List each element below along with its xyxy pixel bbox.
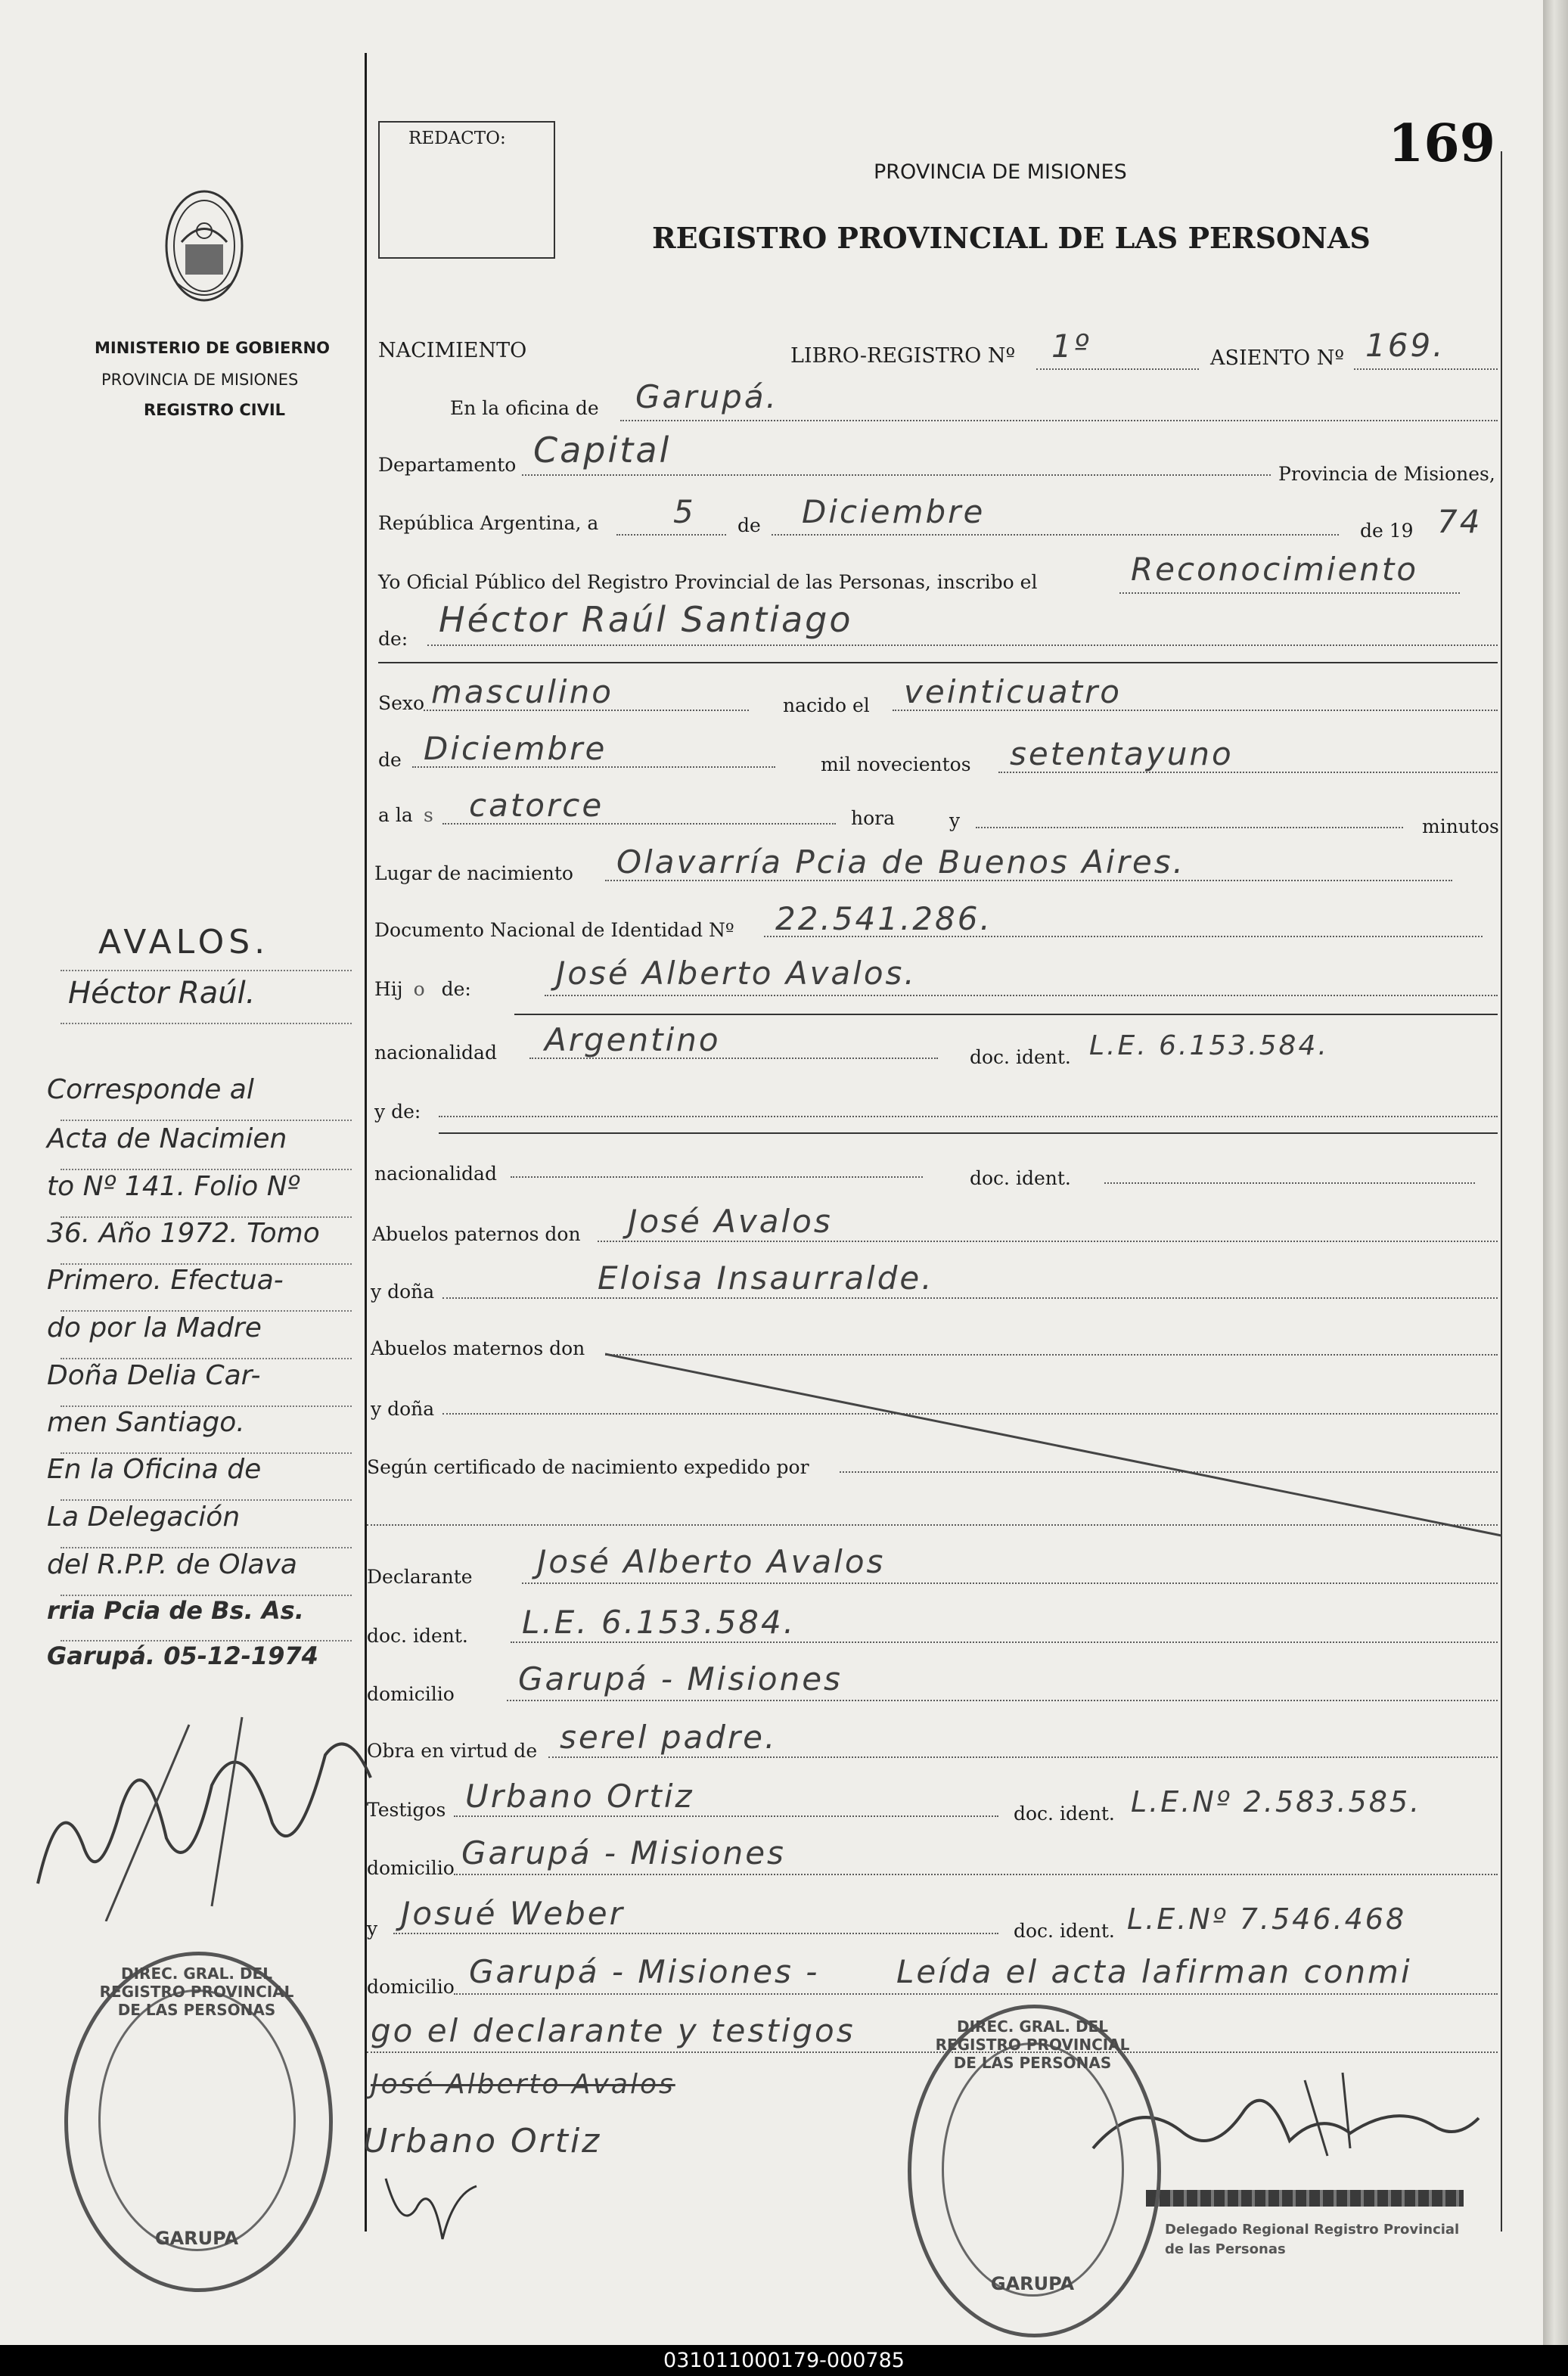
margin-note-line-7: Doña Delia Car-: [47, 1360, 261, 1391]
domicilio-label: domicilio: [367, 1683, 455, 1705]
left-registry-stamp: [64, 1952, 333, 2292]
leida-value: Leída el acta lafirman conmi: [896, 1953, 1412, 1990]
right-stamp-center: GARUPA: [990, 2273, 1075, 2294]
asiento-label: ASIENTO Nº: [1210, 346, 1345, 370]
abuelo-pat-value: José Avalos: [628, 1203, 833, 1240]
testigo1-value: Urbano Ortiz: [465, 1778, 694, 1815]
hijo-text: Hij: [374, 978, 403, 1000]
domicilio3-label: domicilio: [367, 1976, 455, 1998]
margin-signature: [15, 1694, 378, 1921]
hora-value: catorce: [469, 787, 604, 824]
folio-number: 169: [1388, 113, 1495, 174]
departamento-value: Capital: [533, 430, 672, 471]
ala-label: a la: [378, 804, 413, 826]
nacido-value: veinticuatro: [904, 673, 1122, 710]
sexo-value: masculino: [431, 673, 613, 710]
anio-value: 74: [1437, 503, 1483, 540]
republica-label: República Argentina, a: [378, 512, 599, 534]
asiento-value: 169.: [1365, 327, 1445, 364]
civil-registry: REGISTRO CIVIL: [144, 401, 286, 419]
margin-note-line-6: do por la Madre: [47, 1312, 262, 1343]
right-border-line: [1501, 151, 1502, 2232]
declarante-doc: L.E. 6.153.584.: [522, 1604, 796, 1641]
coat-of-arms-seal: [163, 185, 246, 314]
cancel-strike-line: [605, 1346, 1505, 1543]
margin-note-line-11: del R.P.P. de Olava: [47, 1549, 297, 1580]
nacido-label: nacido el: [783, 694, 870, 716]
oficina-label: En la oficina de: [450, 397, 599, 419]
obra-label: Obra en virtud de: [367, 1740, 538, 1762]
lugar-value: Olavarría Pcia de Buenos Aires.: [616, 843, 1185, 881]
margin-note-line-12: rria Pcia de Bs. As.: [47, 1596, 304, 1625]
doc-ident4-label: doc. ident.: [1014, 1803, 1115, 1825]
firma-declarante: José Alberto Avalos: [371, 2069, 675, 2100]
left-stamp-center: GARUPA: [154, 2228, 239, 2249]
ministry-province: PROVINCIA DE MISIONES: [101, 371, 299, 389]
margin-note-line-1: Corresponde al: [47, 1074, 254, 1105]
mes-value: Diciembre: [802, 493, 986, 530]
departamento-label: Departamento: [378, 454, 517, 476]
margin-given: Héctor Raúl.: [68, 976, 256, 1011]
oficina-value: Garupá.: [635, 378, 778, 415]
margin-surname: AVALOS.: [98, 923, 270, 961]
testigo2-value: Josué Weber: [401, 1895, 625, 1932]
ministry-title: MINISTERIO DE GOBIERNO: [95, 339, 330, 357]
inscribo-value: Reconocimiento: [1131, 551, 1419, 588]
doc-ident3-label: doc. ident.: [367, 1625, 468, 1647]
dia-value: 5: [673, 493, 696, 530]
y-de-label: y de:: [374, 1101, 421, 1123]
domicilio-value: Garupá - Misiones: [518, 1660, 843, 1697]
obra-value: serel padre.: [560, 1719, 778, 1756]
dni-label: Documento Nacional de Identidad Nº: [374, 919, 734, 941]
margin-note-line-10: La Delegación: [47, 1502, 241, 1533]
horas-label: hora: [851, 807, 896, 829]
testigo1-doc: L.E.Nº 2.583.585.: [1131, 1785, 1422, 1818]
nacionalidad-value: Argentino: [545, 1021, 721, 1058]
de19-label: de 19: [1360, 520, 1414, 542]
y-label: y: [949, 809, 961, 831]
de-colon-label: de:: [378, 628, 408, 650]
y-dona2-label: y doña: [371, 1398, 435, 1420]
testigo1-dom: Garupá - Misiones: [461, 1834, 786, 1871]
oficial-label: Yo Oficial Público del Registro Provincial de las Personas, inscribo el: [378, 571, 1038, 593]
abuela-pat-value: Eloisa Insaurralde.: [598, 1259, 934, 1297]
doc-ident2-label: doc. ident.: [970, 1167, 1071, 1189]
left-stamp-text: DIREC. GRAL. DEL REGISTRO PROVINCIAL DE LAS PERSONAS: [99, 1964, 294, 2019]
margin-note-line-5: Primero. Efectua-: [47, 1265, 284, 1296]
margin-note-line-2: Acta de Nacimien: [47, 1123, 287, 1154]
nacionalidad-label: nacionalidad: [374, 1042, 497, 1064]
margin-note-line-9: En la Oficina de: [47, 1454, 262, 1485]
nacionalidad2-label: nacionalidad: [374, 1163, 497, 1185]
mil-label: mil novecientos: [821, 753, 971, 775]
redacto-box: [378, 121, 555, 259]
provincia-label: Provincia de Misiones,: [1278, 463, 1495, 485]
firma-testigo: Urbano Ortiz: [363, 2122, 602, 2160]
de-label: de: [737, 514, 761, 536]
abuelos-mat-label: Abuelos maternos don: [371, 1337, 585, 1359]
declarante-value: José Alberto Avalos: [537, 1543, 886, 1580]
doc-ident5-label: doc. ident.: [1014, 1920, 1115, 1942]
testigo2-doc: L.E.Nº 7.546.468: [1127, 1902, 1407, 1936]
delegado-text: Delegado Regional Registro Provincial de las Personas: [1165, 2222, 1460, 2257]
margin-note-line-13: Garupá. 05-12-1974: [47, 1641, 318, 1670]
libro-label: LIBRO-REGISTRO Nº: [790, 344, 1016, 368]
doc-padre-value: L.E. 6.153.584.: [1089, 1030, 1329, 1061]
leida-cont: go el declarante y testigos: [371, 2012, 855, 2049]
abuelos-pat-label: Abuelos paternos don: [372, 1223, 581, 1245]
libro-value: 1º: [1051, 328, 1091, 365]
page-edge: [1543, 0, 1568, 2345]
official-stamp-bar: [1146, 2190, 1464, 2207]
margin-note-line-8: men Santiago.: [47, 1407, 245, 1438]
testigo2-dom: Garupá - Misiones -: [469, 1953, 820, 1990]
padre-value: José Alberto Avalos.: [556, 955, 917, 992]
nacimiento-label: NACIMIENTO: [378, 339, 527, 362]
de2-label: de: [378, 749, 402, 771]
segun-label: Según certificado de nacimiento expedido por: [367, 1456, 809, 1478]
anio-nac-value: setentayuno: [1010, 735, 1234, 772]
redacto-label: REDACTO:: [408, 129, 506, 148]
province-title: PROVINCIA DE MISIONES: [874, 160, 1127, 184]
declarante-label: Declarante: [367, 1566, 473, 1588]
signature-scribble: [371, 2163, 492, 2254]
registry-title: REGISTRO PROVINCIAL DE LAS PERSONAS: [652, 221, 1371, 255]
mes-nac-value: Diciembre: [424, 730, 607, 767]
margin-note-line-4: 36. Año 1972. Tomo: [47, 1218, 320, 1249]
testigos-label: Testigos: [367, 1799, 446, 1821]
y2-label: y: [367, 1918, 378, 1940]
margin-note-line-3: to Nº 141. Folio Nº: [47, 1171, 300, 1202]
hijo-de: de:: [441, 978, 471, 1000]
domicilio2-label: domicilio: [367, 1857, 455, 1879]
image-id-footer: 031011000179-000785: [0, 2345, 1568, 2376]
doc-ident-label: doc. ident.: [970, 1046, 1071, 1068]
right-stamp-text: DIREC. GRAL. DEL REGISTRO PROVINCIAL DE LAS PERSONAS: [935, 2017, 1130, 2072]
y-dona-label: y doña: [371, 1281, 435, 1303]
hijo-o: o: [413, 978, 425, 1000]
dni-value: 22.541.286.: [775, 900, 992, 937]
hijo-label: [374, 978, 471, 1000]
sexo-label: Sexo: [378, 692, 425, 714]
minutos-label: minutos: [1422, 815, 1499, 837]
nombre-value: Héctor Raúl Santiago: [439, 599, 853, 640]
lugar-label: Lugar de nacimiento: [374, 862, 573, 884]
right-registry-stamp: [908, 2005, 1161, 2337]
s-mark: s: [424, 804, 433, 826]
